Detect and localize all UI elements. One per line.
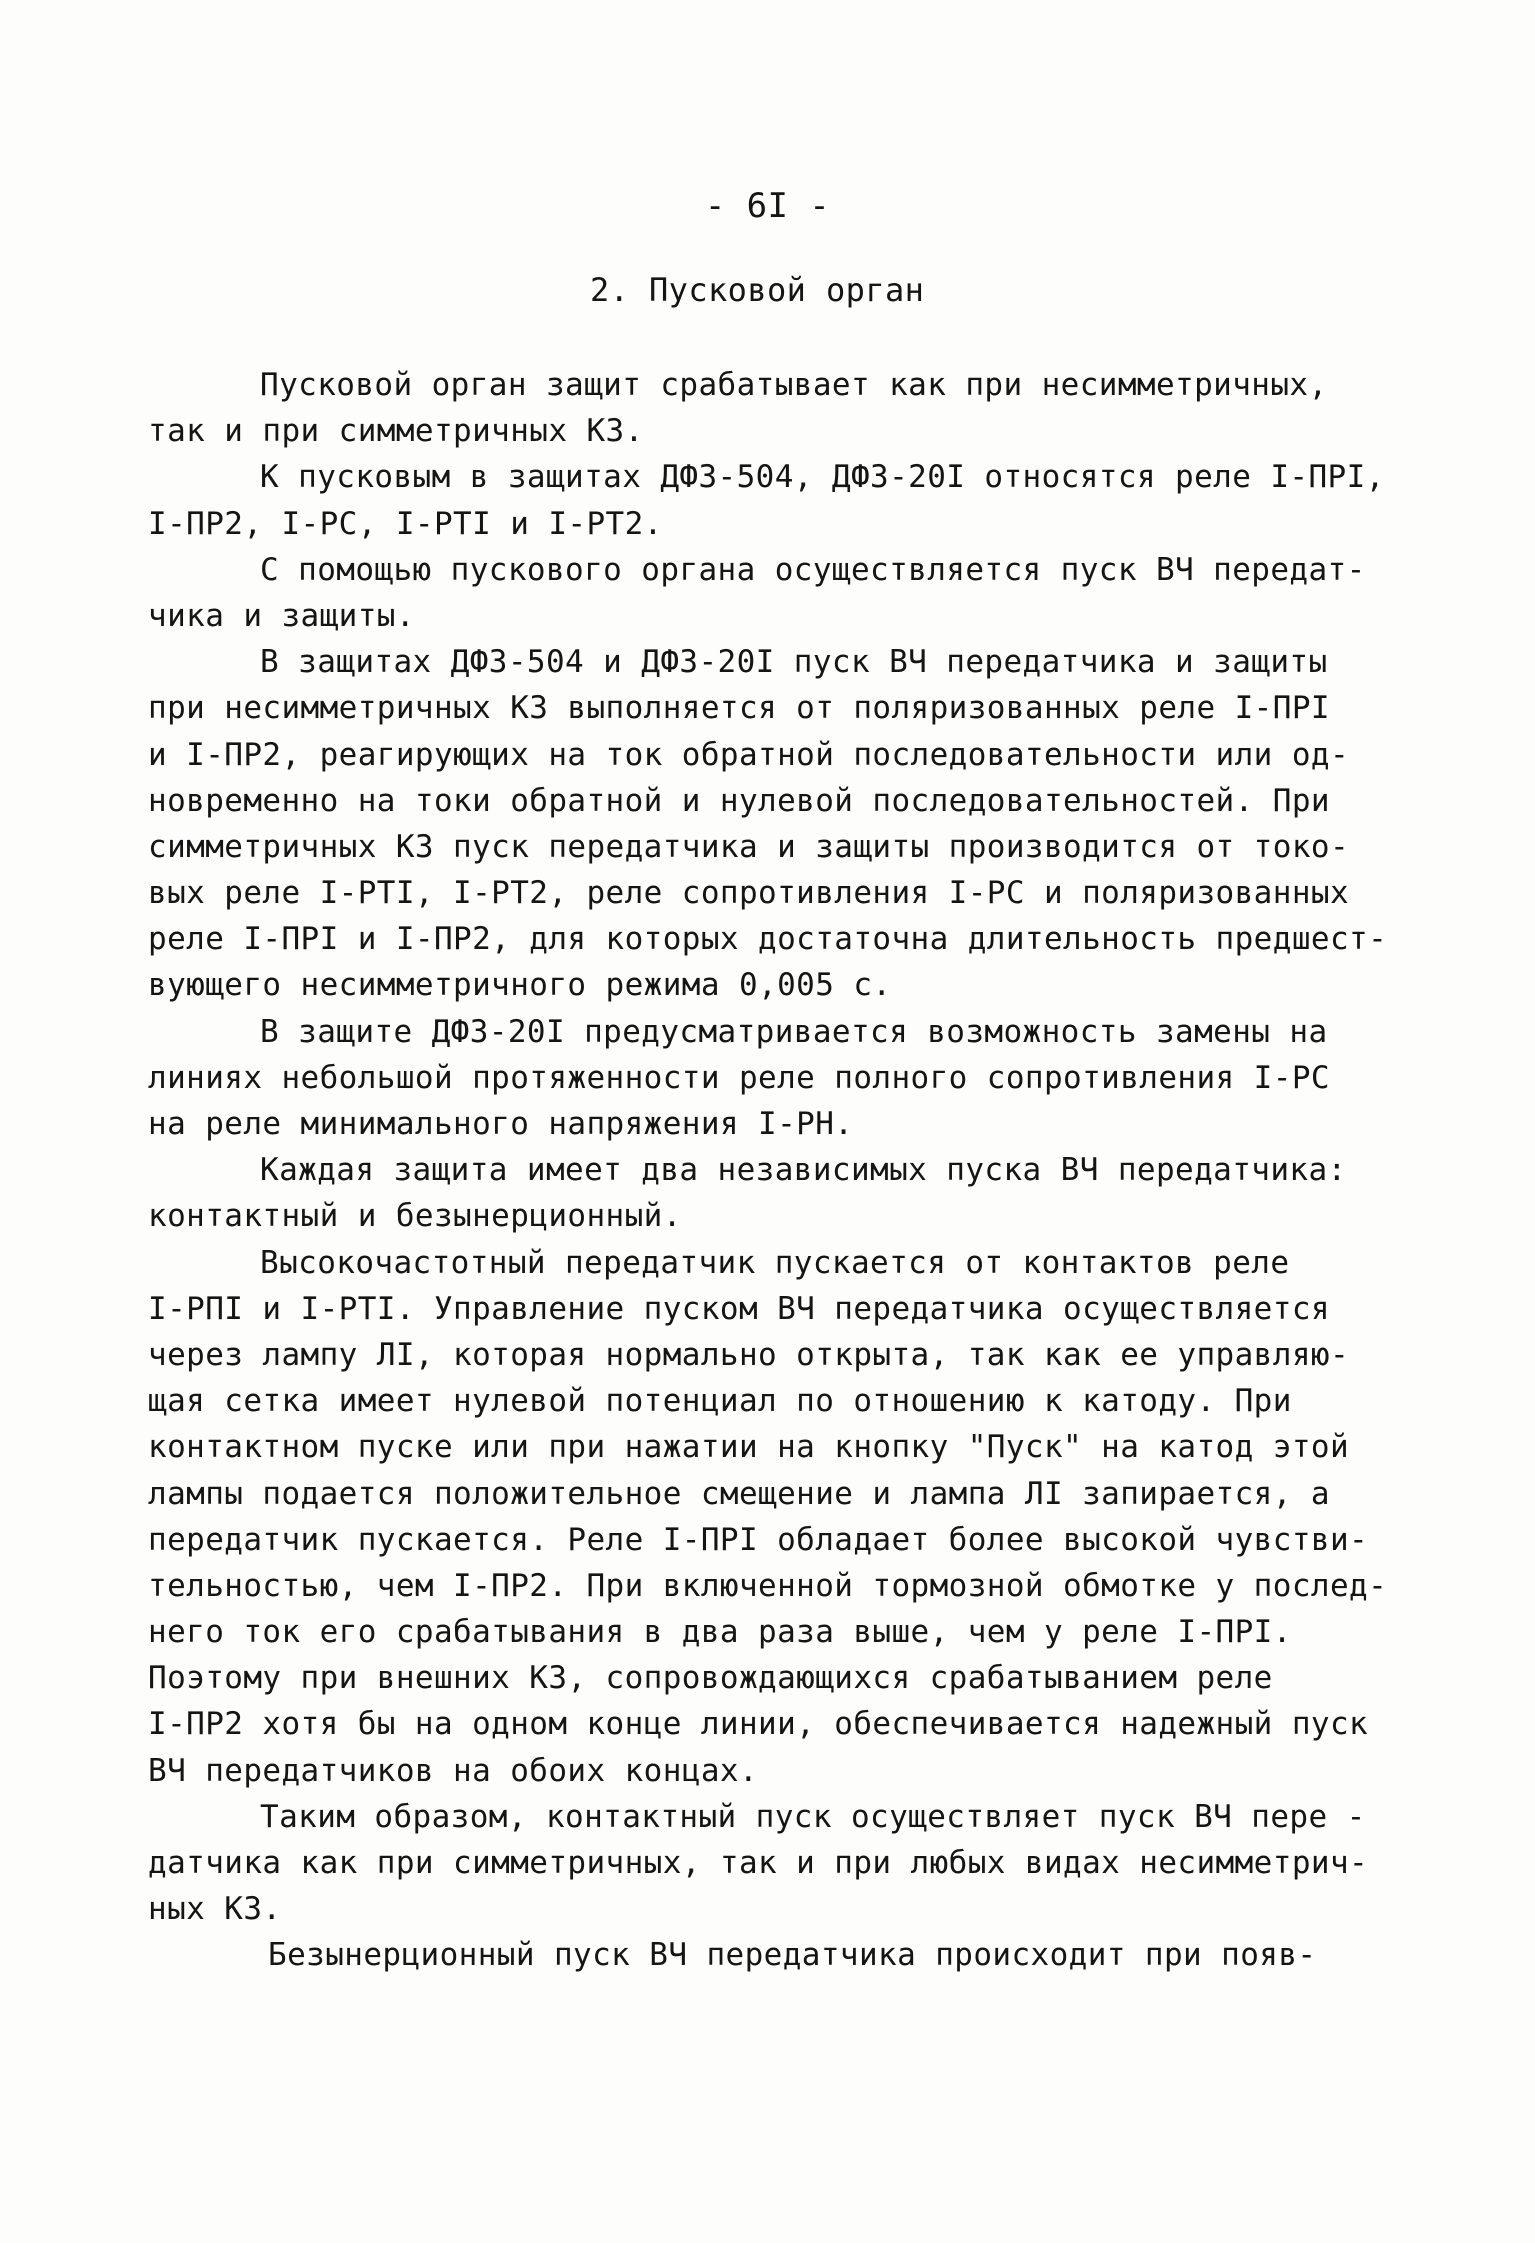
text-line: на реле минимального напряжения I-РН. bbox=[148, 1106, 854, 1142]
text-line: симметричных КЗ пуск передатчика и защиты производится от токо- bbox=[148, 828, 1350, 865]
text-line: С помощью пускового органа осуществляется пуск ВЧ передат- bbox=[260, 551, 1366, 588]
text-line: В защитах ДФЗ-504 и ДФЗ-20I пуск ВЧ передатчика и защиты bbox=[260, 644, 1328, 681]
text-line: через лампу ЛI, которая нормально открыта, так как ее управляю- bbox=[148, 1336, 1350, 1373]
text-line: чика и защиты. bbox=[148, 597, 415, 634]
text-line: В защите ДФЗ-20I предусматривается возможность замены на bbox=[260, 1013, 1328, 1050]
text-line: реле I-ПРI и I-ПР2, для которых достаточна длительность предшест- bbox=[148, 921, 1388, 958]
text-line: передатчик пускается. Реле I-ПРI обладает более высокой чувстви- bbox=[148, 1521, 1369, 1558]
text-line: К пусковым в защитах ДФЗ-504, ДФЗ-20I относятся реле I-ПРI, bbox=[260, 459, 1385, 496]
text-line: линиях небольшой протяженности реле полного сопротивления I-РС bbox=[148, 1059, 1330, 1096]
text-line: Высокочастотный передатчик пускается от контактов реле bbox=[260, 1244, 1290, 1281]
text-line: контактном пуске или при нажатии на кнопку "Пуск" на катод этой bbox=[148, 1429, 1350, 1466]
text-line: I-ПР2, I-РС, I-РТI и I-РТ2. bbox=[148, 505, 663, 542]
section-title: 2. Пусковой орган bbox=[590, 271, 925, 309]
text-line: Безынерционный пуск ВЧ передатчика происходит при появ- bbox=[268, 1937, 1317, 1974]
text-line: вующего несимметричного режима 0,005 с. bbox=[148, 967, 892, 1004]
text-line: датчика как при симметричных, так и при любых видах несимметрич- bbox=[148, 1845, 1369, 1881]
text-line: при несимметричных КЗ выполняется от поляризованных реле I-ПРI bbox=[148, 690, 1330, 727]
text-line: Таким образом, контактный пуск осуществляет пуск ВЧ пере - bbox=[260, 1798, 1366, 1835]
text-line: тельностью, чем I-ПР2. При включенной тормозной обмотке у послед- bbox=[148, 1567, 1388, 1604]
text-line: вых реле I-РТI, I-РТ2, реле сопротивления I-РС и поляризованных bbox=[148, 875, 1350, 912]
text-line: щая сетка имеет нулевой потенциал по отношению к катоду. При bbox=[148, 1383, 1292, 1420]
text-line: лампы подается положительное смещение и лампа ЛI запирается, а bbox=[148, 1475, 1330, 1512]
text-line: ВЧ передатчиков на обоих концах. bbox=[148, 1752, 759, 1789]
text-line: так и при симметричных КЗ. bbox=[148, 413, 644, 450]
text-line: него ток его срабатывания в два раза выше, чем у реле I-ПРI. bbox=[148, 1614, 1292, 1651]
text-line: контактный и безынерционный. bbox=[148, 1198, 682, 1235]
body-text bbox=[148, 362, 1408, 1979]
page-number: - 6I - bbox=[704, 186, 831, 226]
text-line: ных КЗ. bbox=[148, 1891, 282, 1928]
text-line: новременно на токи обратной и нулевой последовательностей. При bbox=[148, 782, 1330, 819]
text-line: и I-ПР2, реагирующих на ток обратной последовательности или од- bbox=[148, 736, 1350, 773]
text-line: Поэтому при внешних КЗ, сопровождающихся срабатыванием реле bbox=[148, 1660, 1273, 1697]
text-line: I-ПР2 хотя бы на одном конце линии, обеспечивается надежный пуск bbox=[148, 1706, 1369, 1743]
text-line: I-РПI и I-РТI. Управление пуском ВЧ передатчика осуществляется bbox=[148, 1290, 1330, 1327]
text-line: Пусковой орган защит срабатывает как при несимметричных, bbox=[260, 367, 1328, 403]
text-line: Каждая защита имеет два независимых пуска ВЧ передатчика: bbox=[260, 1152, 1347, 1189]
